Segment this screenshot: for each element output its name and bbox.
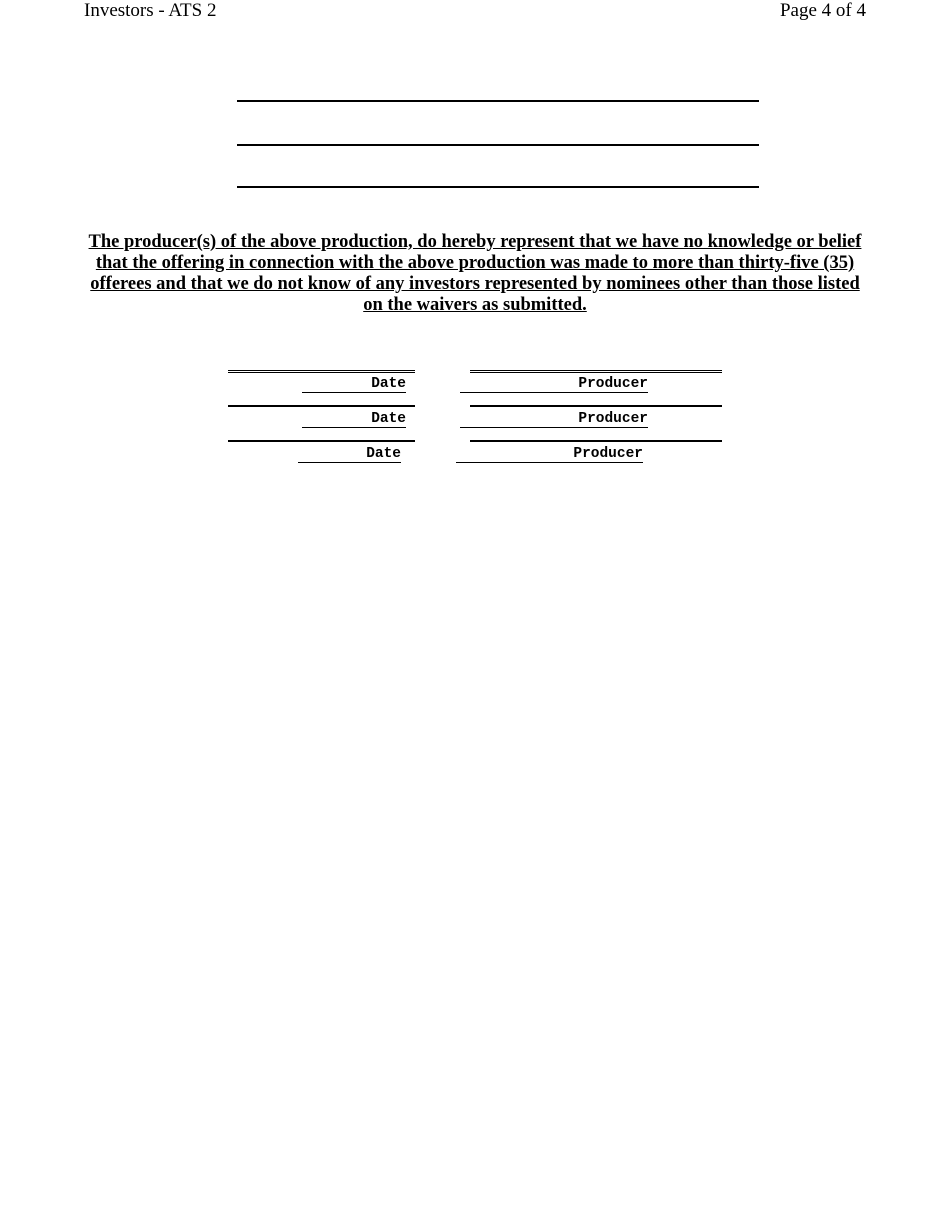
producer-signature-line bbox=[470, 405, 722, 407]
blank-line-3 bbox=[237, 186, 759, 188]
date-signature-line bbox=[228, 370, 415, 373]
date-signature-line bbox=[228, 405, 415, 407]
blank-line-1 bbox=[237, 100, 759, 102]
producer-label: Producer bbox=[460, 411, 648, 428]
producer-statement: The producer(s) of the above production, do hereby represent that we have no knowledge or belief that the offering in connection with the above production was made to more than thirty-five (35) offerees and that we do not know of any investors represented by nominees other than those listed on the waivers as submitted. bbox=[88, 232, 862, 315]
producer-signature-line bbox=[470, 370, 722, 373]
date-label: Date bbox=[298, 446, 401, 463]
date-label: Date bbox=[302, 376, 406, 393]
date-signature-line bbox=[228, 440, 415, 442]
producer-label: Producer bbox=[460, 376, 648, 393]
blank-line-2 bbox=[237, 144, 759, 146]
document-title: Investors - ATS 2 bbox=[84, 0, 217, 21]
date-label: Date bbox=[302, 411, 406, 428]
producer-signature-line bbox=[470, 440, 722, 442]
producer-label: Producer bbox=[456, 446, 643, 463]
page-number: Page 4 of 4 bbox=[779, 0, 866, 21]
